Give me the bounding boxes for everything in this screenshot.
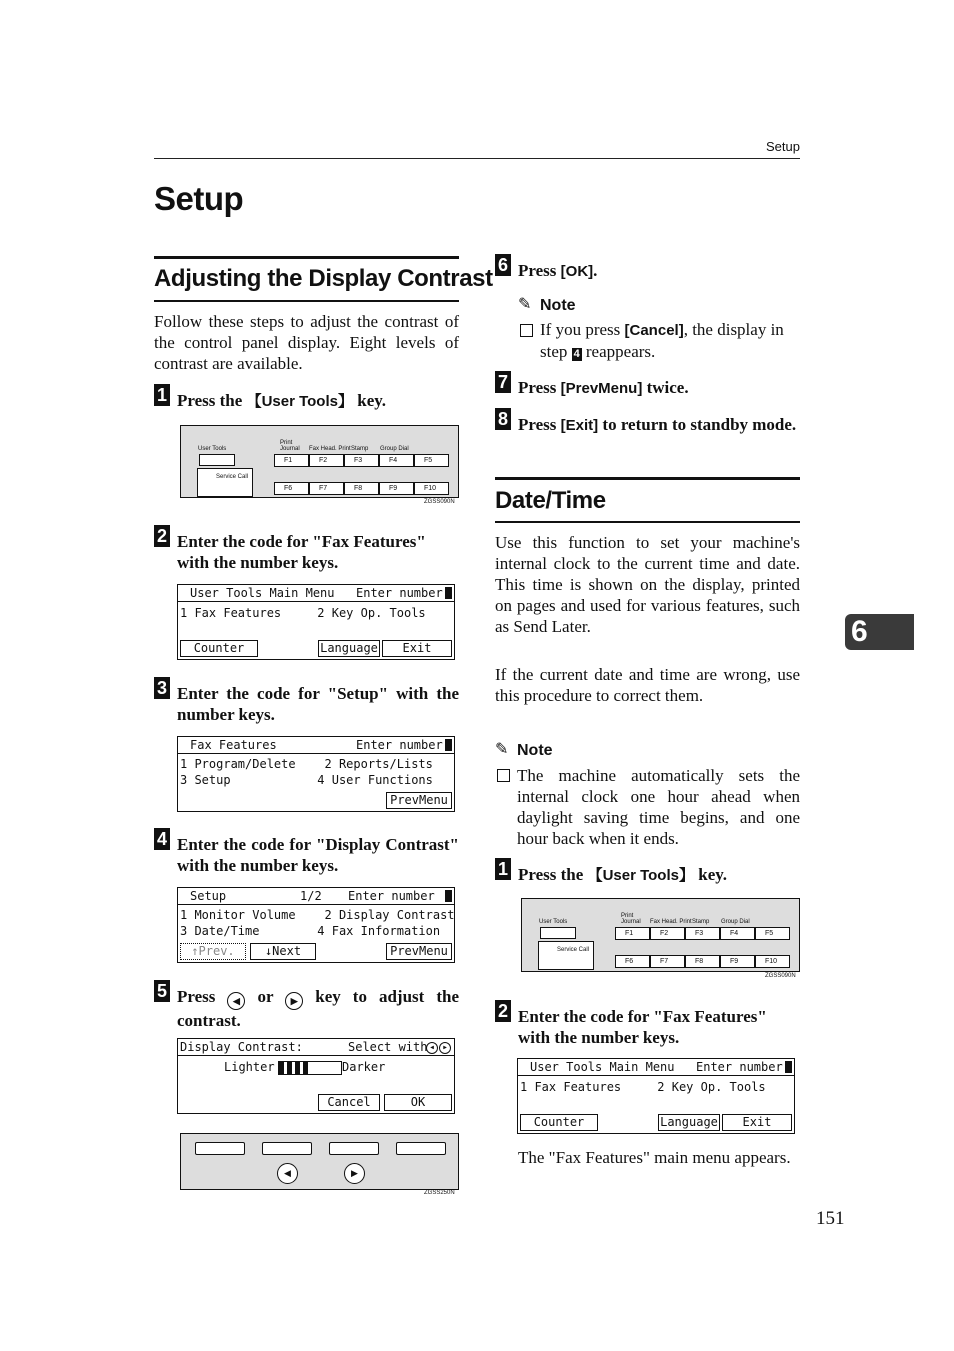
checkbox-icon: [520, 324, 533, 337]
lcd-line: 3 Date/Time 4 Fax Information: [180, 924, 441, 938]
f-key: F8: [344, 482, 379, 495]
page-number: 151: [816, 1208, 845, 1229]
step-text: Press the 【User Tools】 key.: [177, 391, 387, 410]
service-call-key: [538, 941, 594, 970]
ok-button: OK: [384, 1094, 452, 1111]
step-text: Enter the code for "Display Contrast" with the number keys.: [177, 835, 459, 875]
exit-button: Exit: [382, 640, 452, 657]
lighter-label: Lighter: [224, 1060, 275, 1074]
lcd-line: Display Contrast:: [180, 1040, 303, 1054]
f-key: F4: [720, 927, 755, 940]
lcd-line: Enter number: [696, 1060, 783, 1074]
closing-text: The "Fax Features" main menu appears.: [518, 1148, 791, 1167]
datetime-paragraph: If the current date and time are wrong, use this procedure to correct them.: [495, 665, 800, 705]
soft-key: [195, 1142, 245, 1155]
lcd-line: 1 Monitor Volume 2 Display Contrast: [180, 908, 455, 922]
panel-label: Group Dial: [721, 919, 750, 925]
lcd-line: 1 Fax Features 2 Key Op. Tools: [520, 1080, 766, 1094]
right-arrow-icon: ▶: [439, 1042, 451, 1054]
step-text: Press ◀ or ▶ key to adjust the contrast.: [177, 987, 460, 1030]
chapter-tab: 6: [845, 614, 914, 650]
f-key: F7: [309, 482, 344, 495]
panel-label: Stamp: [351, 446, 369, 452]
right-arrow-icon: ▶: [344, 1163, 365, 1184]
header-rule: [154, 158, 800, 159]
lcd-main-menu: [517, 1058, 795, 1134]
step-number: 1: [154, 384, 170, 406]
lcd-fax-features: [177, 736, 455, 812]
step-text: Press [OK].: [518, 261, 598, 280]
step-number: 7: [495, 371, 511, 393]
f-key: F1: [274, 454, 309, 467]
step-number: 5: [154, 980, 170, 1002]
f-key: F9: [720, 955, 755, 968]
pencil-icon: ✎: [518, 296, 532, 313]
section-rule-bottom: [495, 521, 800, 523]
arrow-keys-panel-illustration: [180, 1133, 459, 1190]
page-title: Setup: [154, 180, 244, 217]
section-rule-bottom: [154, 300, 459, 302]
prev-button: ↑Prev.: [180, 943, 246, 960]
lcd-line: User Tools Main Menu: [190, 586, 335, 600]
control-panel-illustration: [521, 898, 800, 972]
panel-label: User Tools: [539, 919, 568, 925]
step-text: Press [PrevMenu] twice.: [518, 378, 689, 397]
lcd-line: Fax Features: [190, 738, 277, 752]
f-key: F2: [309, 454, 344, 467]
lcd-line: 3 Setup 4 User Functions: [180, 773, 433, 787]
lcd-cursor: [445, 587, 452, 599]
f-key: F1: [615, 927, 650, 940]
panel-label: Service Call: [216, 474, 249, 480]
contrast-intro: Follow these steps to adjust the contrast of the control panel display. Eight levels of contrast are available.: [154, 312, 459, 373]
step-number: 6: [495, 254, 511, 276]
soft-key: [329, 1142, 379, 1155]
lcd-line: Enter number: [356, 586, 443, 600]
running-header: Setup: [766, 139, 800, 154]
checkbox-icon: [497, 769, 510, 782]
section-title-contrast: Adjusting the Display Contrast: [154, 265, 493, 292]
panel-label: Fax Head. Print: [650, 919, 692, 925]
darker-label: Darker: [342, 1060, 386, 1074]
left-arrow-icon: ◀: [426, 1042, 438, 1054]
contrast-level-fill: [279, 1062, 310, 1074]
step-ref: 4: [573, 348, 580, 360]
left-arrow-icon: ◀: [227, 992, 245, 1010]
lcd-cursor: [445, 739, 452, 751]
lcd-line: User Tools Main Menu: [530, 1060, 675, 1074]
panel-label: User Tools: [198, 446, 227, 452]
section-title-datetime: Date/Time: [495, 487, 606, 514]
lcd-line: 1 Program/Delete 2 Reports/Lists: [180, 757, 433, 771]
prevmenu-button: PrevMenu: [386, 792, 452, 809]
lcd-main-menu: [177, 584, 455, 660]
section-rule-top: [154, 256, 459, 259]
lcd-line: Enter number: [356, 738, 443, 752]
counter-button: Counter: [180, 640, 258, 657]
f-key: F10: [755, 955, 790, 968]
figure-code: ZGSS250N: [424, 1190, 455, 1196]
language-button: Language: [658, 1114, 720, 1131]
f-key: F10: [414, 482, 449, 495]
user-tools-key: [540, 927, 576, 939]
service-call-key: [197, 468, 253, 497]
panel-label: Stamp: [692, 919, 710, 925]
panel-label: Print Journal: [280, 440, 300, 452]
lcd-line: Select with: [348, 1040, 428, 1054]
f-key: F9: [379, 482, 414, 495]
step-text: Press the 【User Tools】 key.: [518, 865, 728, 884]
figure-code: ZGSS090N: [765, 973, 796, 979]
f-key: F5: [755, 927, 790, 940]
step-number: 2: [154, 525, 170, 547]
lcd-cursor: [785, 1061, 792, 1073]
figure-code: ZGSS090N: [424, 499, 455, 505]
f-key: F3: [685, 927, 720, 940]
note-heading: Note: [517, 742, 553, 759]
step-number: 3: [154, 677, 170, 699]
step-text: Press [Exit] to return to standby mode.: [518, 415, 797, 434]
control-panel-illustration: [180, 425, 459, 498]
exit-button: Exit: [722, 1114, 792, 1131]
lcd-line: Setup: [190, 889, 227, 903]
language-button: Language: [318, 640, 380, 657]
left-arrow-icon: ◀: [277, 1163, 298, 1184]
f-key: F5: [414, 454, 449, 467]
panel-label: Fax Head. Print: [309, 446, 351, 452]
step-text: Enter the code for "Fax Features" with the number keys.: [518, 1007, 767, 1047]
step-number: 4: [154, 828, 170, 850]
step-text: Enter the code for "Setup" with the number keys.: [177, 684, 459, 724]
counter-button: Counter: [520, 1114, 598, 1131]
f-key: F2: [650, 927, 685, 940]
panel-label: Group Dial: [380, 446, 409, 452]
soft-key: [262, 1142, 312, 1155]
f-key: F6: [274, 482, 309, 495]
f-key: F8: [685, 955, 720, 968]
lcd-line: 1 Fax Features 2 Key Op. Tools: [180, 606, 426, 620]
step-number: 1: [495, 858, 511, 880]
section-rule-top: [495, 477, 800, 480]
lcd-setup-menu: [177, 887, 455, 963]
note-heading: Note: [540, 297, 576, 314]
note-text: The machine automatically sets the internal clock one hour ahead when daylight saving time begins, and one hour back when it ends.: [517, 766, 800, 848]
panel-label: Service Call: [557, 947, 590, 953]
cancel-button: Cancel: [318, 1094, 380, 1111]
prevmenu-button: PrevMenu: [386, 943, 452, 960]
contrast-level-bar: [278, 1061, 342, 1075]
step-number: 8: [495, 408, 511, 430]
lcd-line: Enter number: [348, 889, 435, 903]
panel-label: Print Journal: [621, 913, 641, 925]
step-text: Enter the code for "Fax Features" with the number keys.: [177, 532, 426, 572]
pencil-icon: ✎: [495, 741, 509, 758]
f-key: F3: [344, 454, 379, 467]
lcd-display-contrast: [177, 1038, 455, 1114]
lcd-cursor: [445, 890, 452, 902]
right-arrow-icon: ▶: [285, 992, 303, 1010]
step-number: 2: [495, 1000, 511, 1022]
lcd-page-indicator: 1/2: [300, 889, 322, 903]
f-key: F4: [379, 454, 414, 467]
f-key: F6: [615, 955, 650, 968]
user-tools-key: [199, 454, 235, 466]
next-button: ↓Next: [250, 943, 316, 960]
datetime-paragraph: Use this function to set your machine's internal clock to the current time and date. This time is shown on the display, printed on pages and used for various features, such as Send Later.: [495, 533, 800, 636]
f-key: F7: [650, 955, 685, 968]
note-text: If you press [Cancel], the display in step 4 reappears.: [540, 320, 784, 361]
soft-key: [396, 1142, 446, 1155]
